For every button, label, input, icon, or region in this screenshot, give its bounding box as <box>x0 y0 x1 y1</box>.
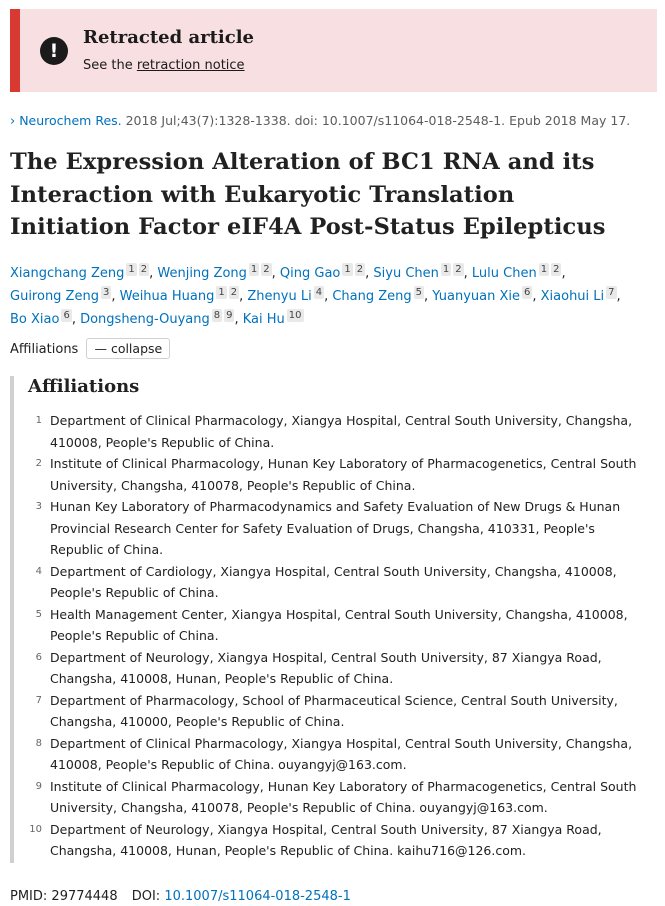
affiliation-ref-badge[interactable]: 6 <box>63 310 70 321</box>
affiliations-panel <box>10 376 650 863</box>
author-entry <box>432 289 532 304</box>
affiliations-label: Affiliations <box>10 342 79 357</box>
author-entry <box>541 289 617 304</box>
article-identifiers <box>10 889 351 904</box>
affiliation-ref-badge[interactable]: 5 <box>415 287 423 298</box>
affiliation-ref-badge[interactable]: 2 <box>356 264 364 275</box>
affiliation-text: Department of Clinical Pharmacology, Xiangya Hospital, Central South University, Changsha, 410008, People's Republic of China. ouyangyj@163.com. <box>50 735 633 772</box>
affiliation-text: Institute of Clinical Pharmacology, Hunan Key Laboratory of Pharmacogenetics, Central South University, Changsha, 410078, People's Republic of China. <box>50 456 637 493</box>
affiliations-heading: Affiliations <box>28 376 140 397</box>
affiliation-ref-badge[interactable]: 1 <box>128 264 135 275</box>
author-entry <box>10 266 149 281</box>
author-entry <box>373 266 463 281</box>
affiliation-number: 6 <box>35 651 42 663</box>
affiliation-ref-badge[interactable]: 1 <box>250 264 258 275</box>
affiliation-ref-badge[interactable]: 2 <box>230 287 238 298</box>
affiliation-item <box>28 690 650 733</box>
author-entry <box>247 289 324 304</box>
author-link[interactable]: Lulu Chen <box>471 266 537 281</box>
banner-prefix: See the <box>83 58 137 73</box>
doi-link[interactable]: 10.1007/s11064-018-2548-1 <box>164 889 351 904</box>
banner-subtext <box>83 58 245 73</box>
affiliation-ref-badge[interactable]: 1 <box>540 264 548 275</box>
author-link[interactable]: Siyu Chen <box>373 266 439 281</box>
author-link[interactable]: Bo Xiao <box>10 312 60 327</box>
affiliation-number: 5 <box>35 608 42 620</box>
affiliation-item <box>28 496 650 561</box>
retraction-notice-link[interactable]: retraction notice <box>136 58 245 73</box>
author-entry <box>280 266 365 281</box>
affiliation-text: Department of Pharmacology, School of Pharmaceutical Science, Central South University, Changsha, 410000, People's Republic of China. <box>50 692 618 729</box>
affiliation-number: 9 <box>35 780 42 792</box>
affiliation-ref-badge[interactable]: 3 <box>102 287 110 298</box>
affiliation-number: 1 <box>35 415 42 426</box>
author-entry <box>10 312 72 327</box>
affiliation-item <box>28 819 650 862</box>
affiliation-number: 3 <box>35 501 42 512</box>
affiliation-item <box>28 410 650 453</box>
pmid-value: 29774448 <box>51 889 118 904</box>
article-title: The Expression Alteration of BC1 RNA and its Interaction with Eukaryotic Translation Initiation Factor eIF4A Post-Status Epilepticus <box>10 149 606 241</box>
affiliation-ref-badge[interactable]: 2 <box>140 264 148 275</box>
affiliation-ref-badge[interactable]: 1 <box>344 264 351 275</box>
citation-line <box>10 113 630 129</box>
affiliation-ref-badge[interactable]: 2 <box>455 264 462 275</box>
affiliation-ref-badge[interactable]: 9 <box>226 310 233 321</box>
affiliation-number: 2 <box>35 458 42 469</box>
affiliation-ref-badge[interactable]: 8 <box>213 310 221 321</box>
journal-link[interactable]: Neurochem Res. <box>19 113 122 128</box>
author-link[interactable]: Kai Hu <box>242 312 285 327</box>
citation-details: 2018 Jul;43(7):1328-1338. doi: 10.1007/s11064-018-2548-1. Epub 2018 May 17. <box>125 113 631 128</box>
affiliation-item <box>28 561 650 604</box>
affiliations-list <box>28 410 650 862</box>
affiliation-ref-badge[interactable]: 10 <box>288 310 302 321</box>
affiliation-ref-badge[interactable]: 6 <box>523 287 531 298</box>
affiliation-text: Institute of Clinical Pharmacology, Hunan Key Laboratory of Pharmacogenetics, Central South University, Changsha, 410078, People's Republic of China. ouyangyj@163.com. <box>50 778 637 815</box>
chevron-right-icon[interactable]: › <box>10 114 16 129</box>
affiliation-item <box>28 453 650 496</box>
author-entry <box>472 266 562 281</box>
affiliation-item <box>28 604 650 647</box>
author-list: Xiangchang Zeng 1 2 , Wenjing Zong 1 2 , Qing Gao 1 2 , Siyu Chen 1 2 , Lulu Chen 1 2 , Guirong Zeng 3 , Weihua Huang 1 2 , Zhenyu Li 4 , Chang Zeng 5 , Yuanyuan Xie 6 , Xiaohui Li 7 , Bo Xiao 6 , Dongsheng-Ouyang 8 9 , Kai Hu 10 <box>10 264 621 327</box>
affiliation-number: 10 <box>29 823 42 835</box>
author-link[interactable]: Dongsheng-Ouyang <box>80 312 210 327</box>
affiliation-number: 7 <box>35 694 42 706</box>
affiliation-text: Department of Clinical Pharmacology, Xiangya Hospital, Central South University, Changsha, 410008, People's Republic of China. <box>50 413 633 450</box>
affiliation-number: 8 <box>35 737 42 749</box>
retraction-banner <box>10 9 657 92</box>
affiliation-text: Department of Cardiology, Xiangya Hospital, Central South University, Changsha, 410008, People's Republic of China. <box>50 563 617 600</box>
author-link[interactable]: Yuanyuan Xie <box>432 289 520 304</box>
author-link[interactable]: Guirong Zeng <box>10 289 99 304</box>
affiliation-item <box>28 776 650 819</box>
author-link[interactable]: Qing Gao <box>279 266 341 281</box>
exclamation-icon: ! <box>40 37 68 65</box>
affiliation-ref-badge[interactable]: 1 <box>218 287 225 298</box>
affiliation-ref-badge[interactable]: 2 <box>263 264 270 275</box>
affiliation-text: Health Management Center, Xiangya Hospital, Central South University, Changsha, 410008, People's Republic of China. <box>50 606 628 643</box>
affiliation-item <box>28 647 650 690</box>
author-link[interactable]: Zhenyu Li <box>247 289 312 304</box>
affiliation-item <box>28 733 650 776</box>
affiliation-ref-badge[interactable]: 2 <box>553 264 560 275</box>
author-entry <box>243 312 304 327</box>
affiliation-text: Hunan Key Laboratory of Pharmacodynamics and Safety Evaluation of New Drugs & Hunan Provincial Research Center for Safety Evaluation of Drugs, Changsha, 410331, People's Republic of China. <box>50 499 621 557</box>
affiliations-toggle-row <box>10 338 170 359</box>
author-entry <box>332 289 424 304</box>
affiliation-ref-badge[interactable]: 7 <box>608 287 615 298</box>
affiliation-text: Department of Neurology, Xiangya Hospital, Central South University, 87 Xiangya Road, Changsha, 410008, Hunan, People's Republic of China. <box>50 649 602 686</box>
affiliation-text: Department of Neurology, Xiangya Hospital, Central South University, 87 Xiangya Road, Changsha, 410008, Hunan, People's Republic of China. kaihu716@126.com. <box>50 821 602 858</box>
author-entry <box>120 289 240 304</box>
author-entry <box>80 312 234 327</box>
collapse-affiliations-button[interactable]: — collapse <box>86 338 170 359</box>
author-link[interactable]: Xiaohui Li <box>540 289 605 304</box>
author-link[interactable]: Weihua Huang <box>119 289 215 304</box>
banner-title: Retracted article <box>83 27 254 48</box>
author-link[interactable]: Xiangchang Zeng <box>10 266 125 281</box>
affiliation-ref-badge[interactable]: 4 <box>315 287 323 298</box>
affiliation-number: 4 <box>35 565 42 577</box>
doi-label: DOI: <box>131 889 161 904</box>
author-entry <box>157 266 271 281</box>
author-link[interactable]: Wenjing Zong <box>157 266 247 281</box>
affiliation-ref-badge[interactable]: 1 <box>442 264 450 275</box>
pmid-label: PMID: <box>10 889 48 904</box>
author-entry <box>10 289 111 304</box>
author-link[interactable]: Chang Zeng <box>332 289 412 304</box>
